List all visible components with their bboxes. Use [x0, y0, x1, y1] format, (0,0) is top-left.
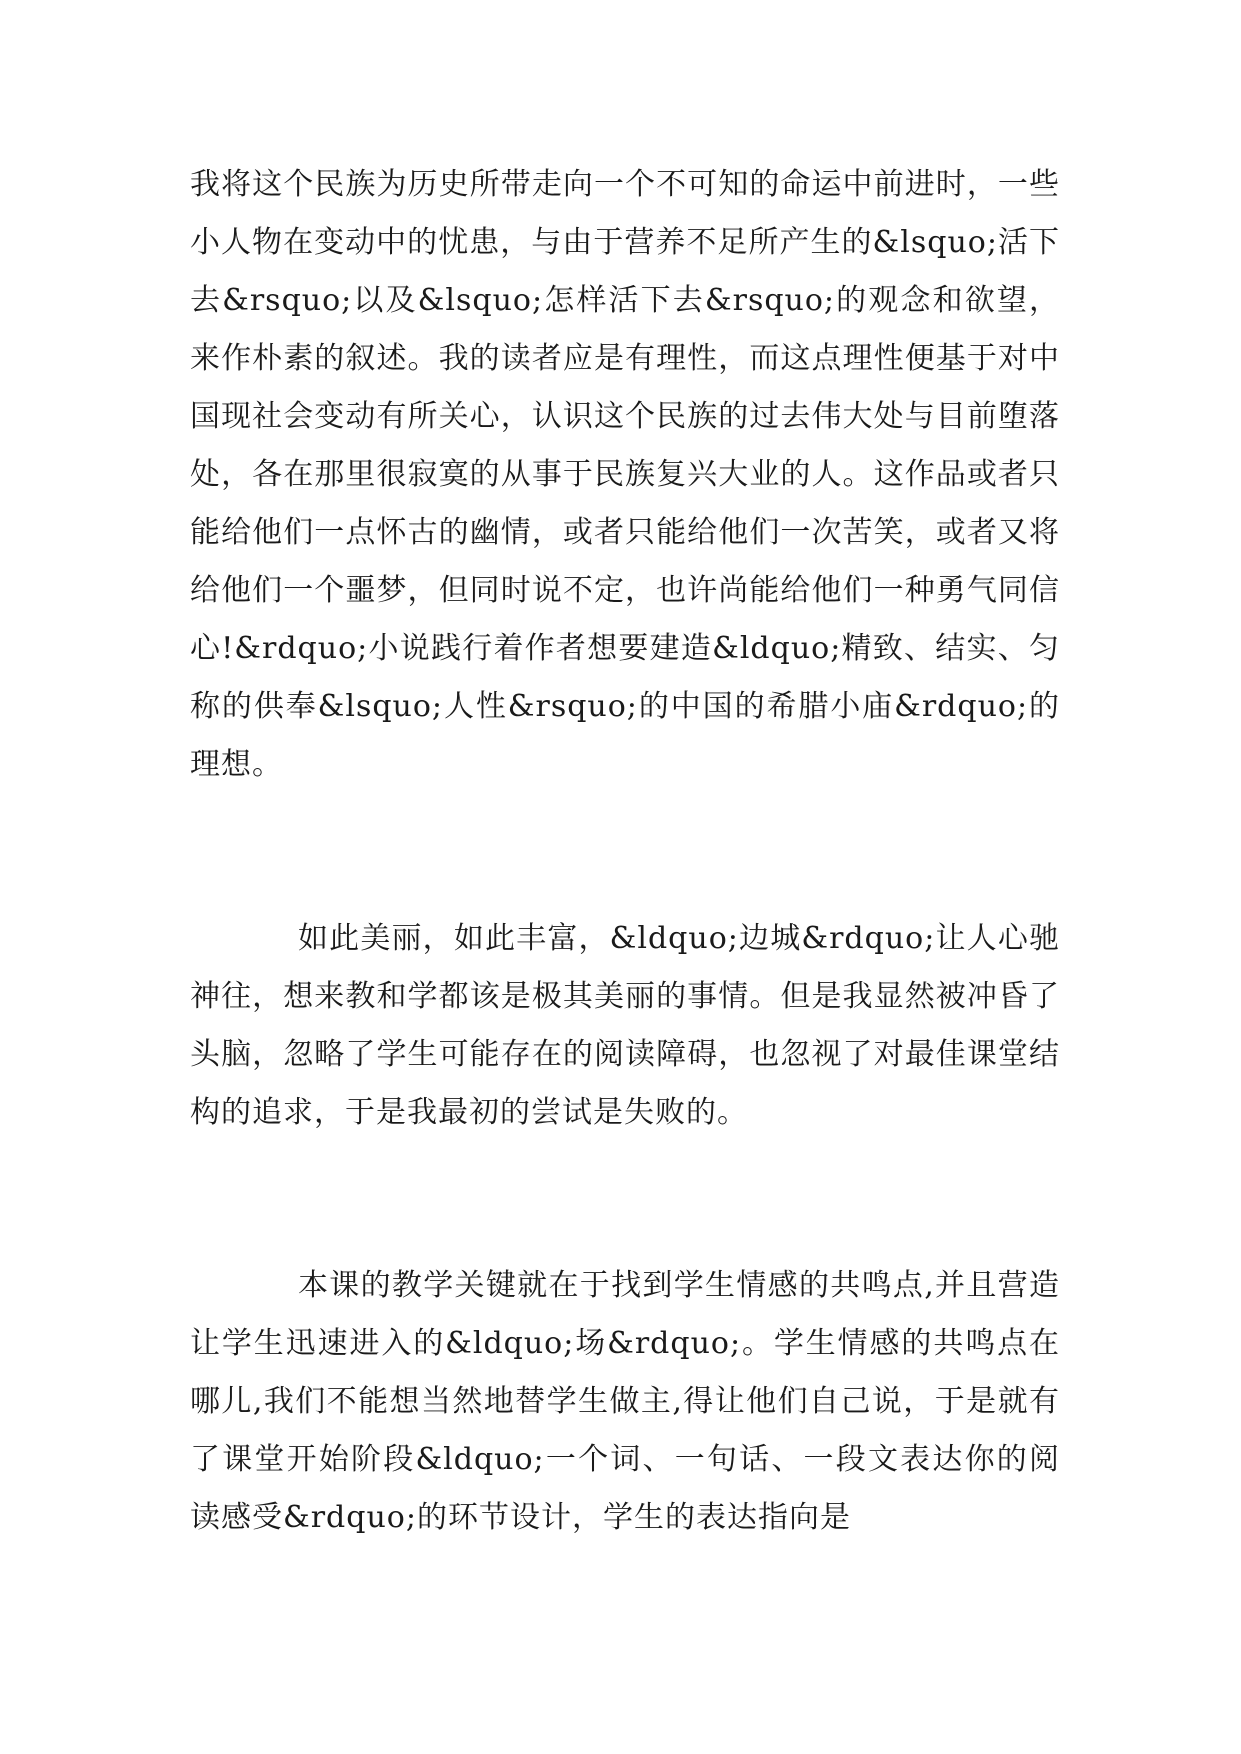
paragraph-3: 本课的教学关键就在于找到学生情感的共鸣点,并且营造让学生迅速进入的&ldquo;场&rdquo;。学生情感的共鸣点在哪儿,我们不能想当然地替学生做主,得让他们自己说，于是就有了课堂开始阶段&ldquo;一个词、一句话、一段文表达你的阅读感受&rdquo;的环节设计，学生的表达指向是 — [190, 1268, 1060, 1535]
paragraph-2: 如此美丽，如此丰富，&ldquo;边城&rdquo;让人心驰神往，想来教和学都该是极其美丽的事情。但是我显然被冲昏了头脑，忽略了学生可能存在的阅读障碍，也忽视了对最佳课堂结构的追求，于是我最初的尝试是失败的。 — [190, 921, 1060, 1130]
paragraph-1: 我将这个民族为历史所带走向一个不可知的命运中前进时，一些小人物在变动中的忧患，与由于营养不足所产生的&lsquo;活下去&rsquo;以及&lsquo;怎样活下去&rsquo;的观念和欲望，来作朴素的叙述。我的读者应是有理性，而这点理性便基于对中国现社会变动有所关心，认识这个民族的过去伟大处与目前堕落处，各在那里很寂寞的从事于民族复兴大业的人。这作品或者只能给他们一点怀古的幽情，或者只能给他们一次苦笑，或者又将给他们一个噩梦，但同时说不定，也许尚能给他们一种勇气同信心!&rdquo;小说践行着作者想要建造&ldquo;精致、结实、匀称的供奉&lsquo;人性&rsquo;的中国的希腊小庙&rdquo;的理想。 — [190, 167, 1060, 782]
